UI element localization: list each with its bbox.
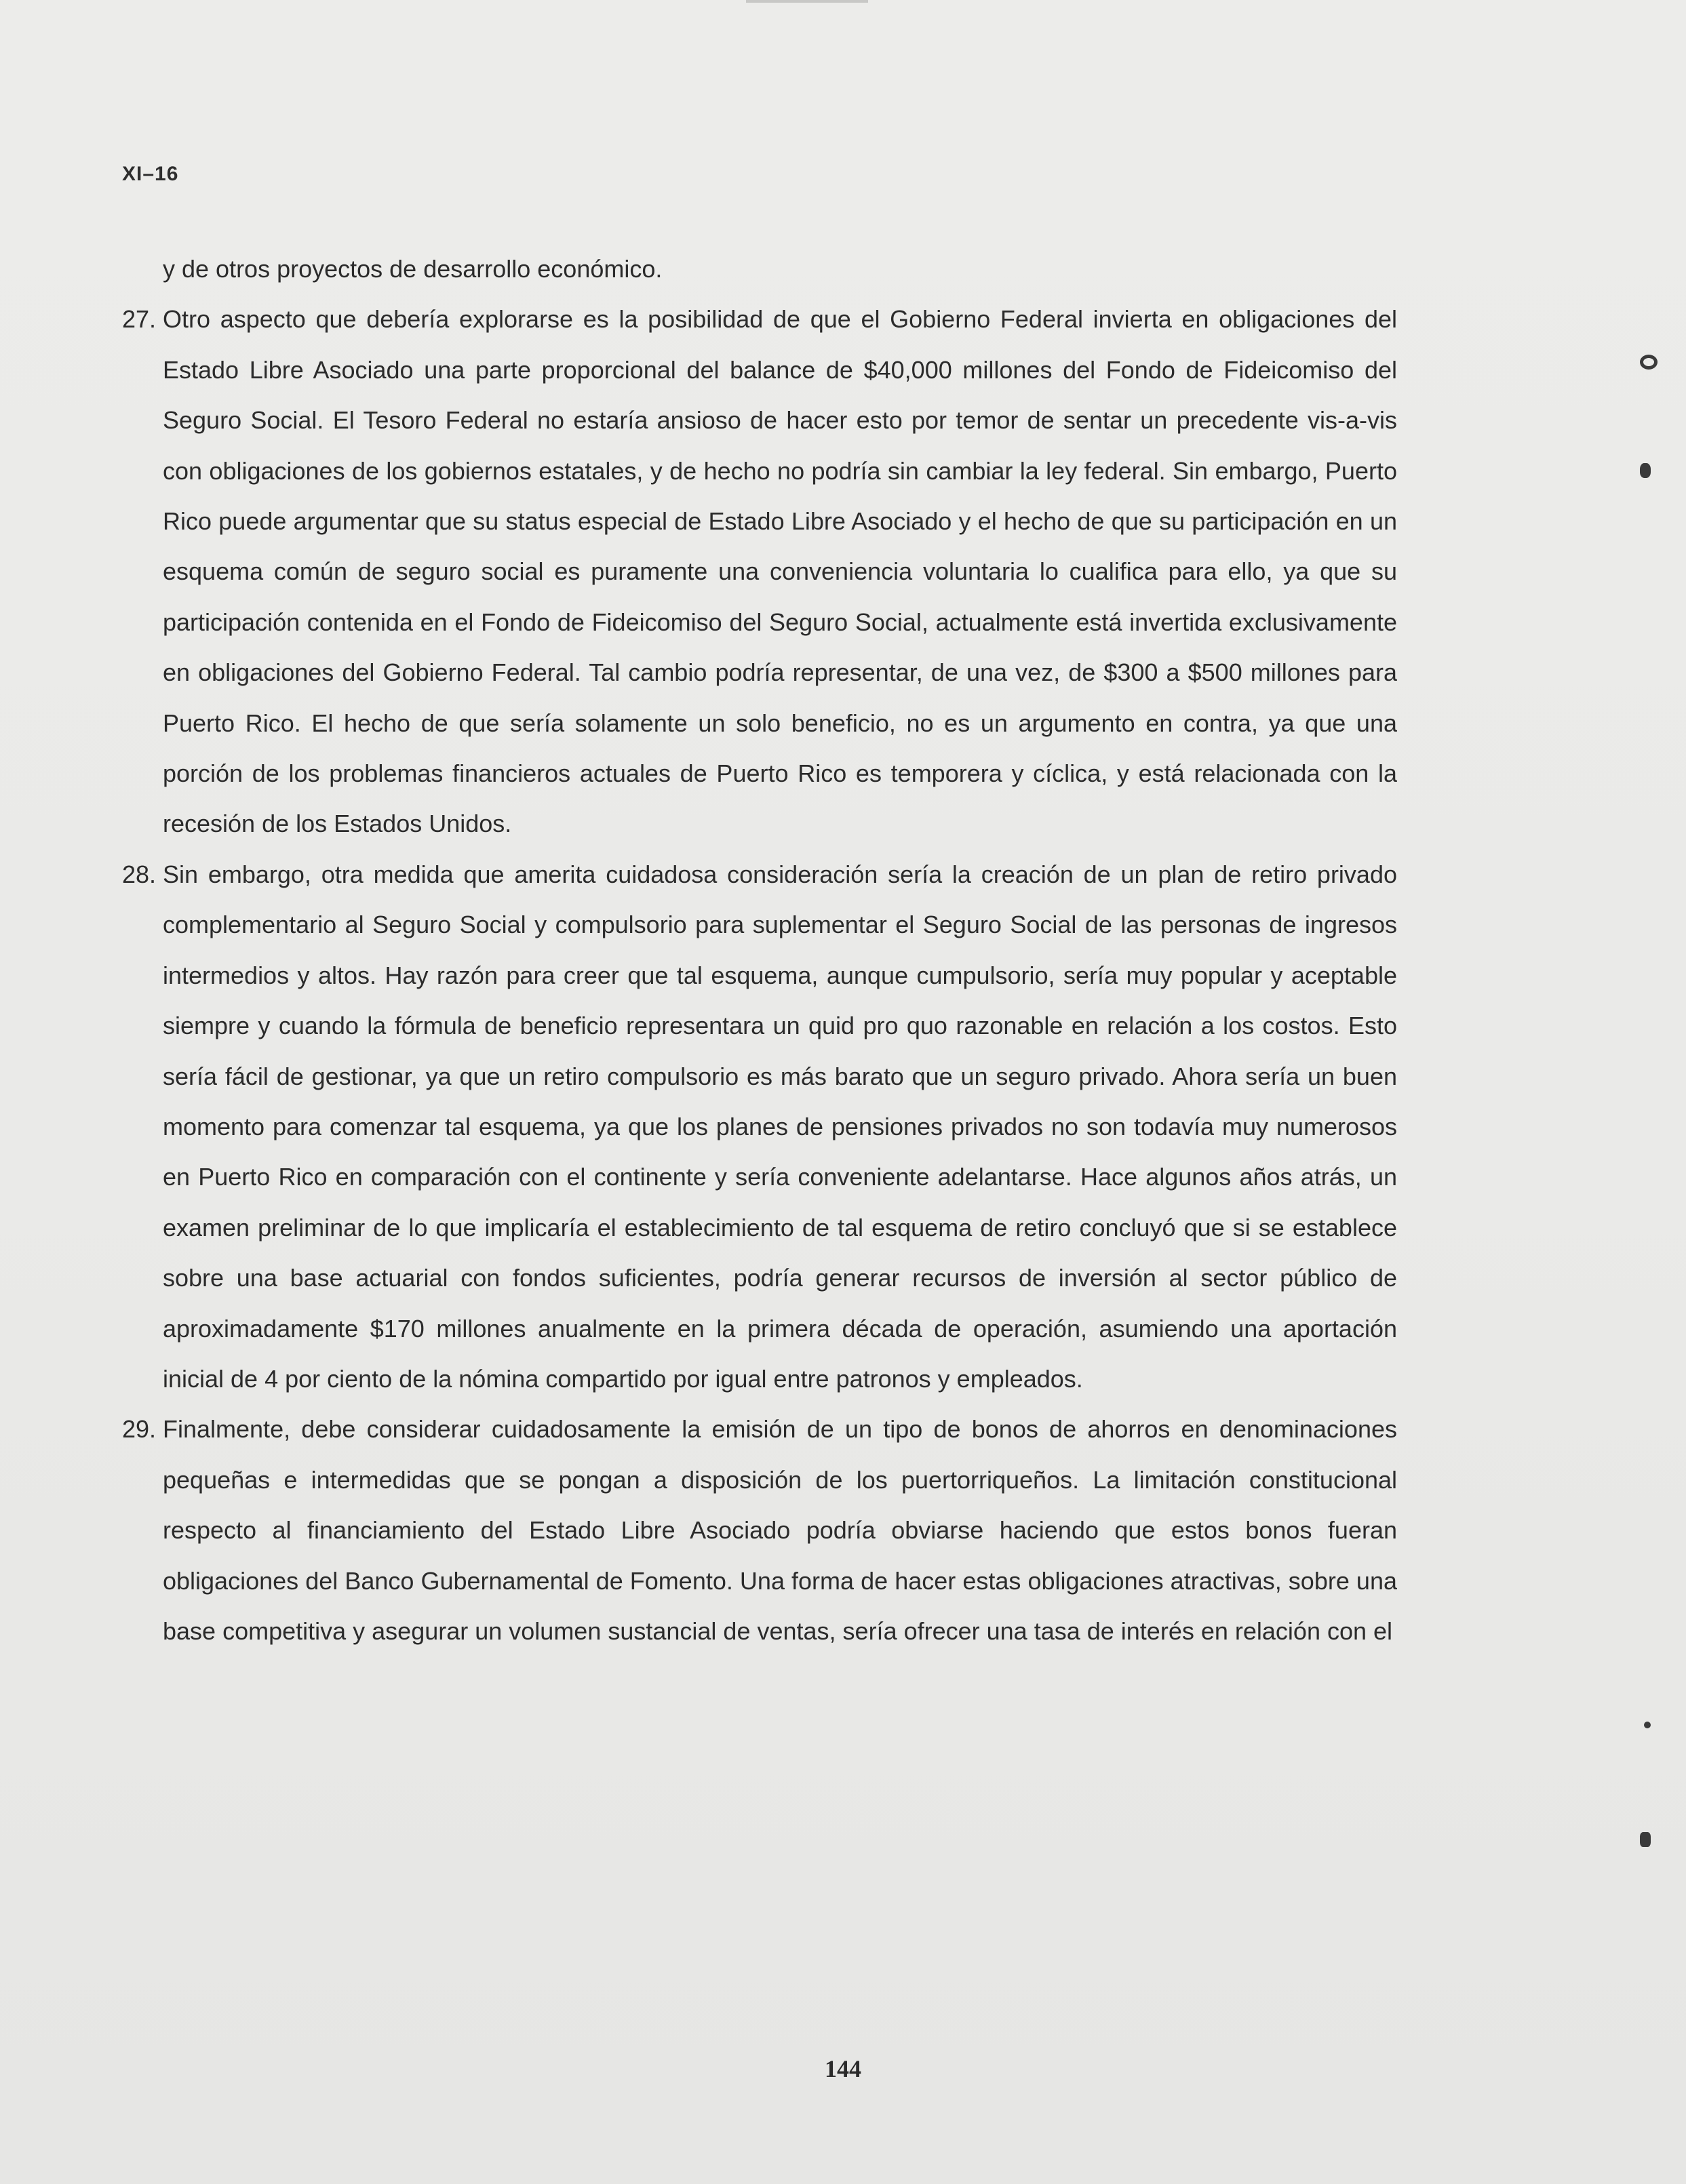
binding-hole-mark — [1640, 355, 1658, 370]
page-number: 144 — [825, 2055, 861, 2082]
scan-edge-mark — [746, 0, 868, 3]
paragraph-number: 28. — [122, 860, 157, 888]
intro-line: y de otros proyectos de desarrollo económico. — [163, 255, 663, 283]
paragraph-number: 29. — [122, 1415, 157, 1444]
paragraph-text: Finalmente, debe considerar cuidadosamente la emisión de un tipo de bonos de ahorros en denominaciones pequeñas e intermedidas que se pongan a disposición de los puertorriqueños. La limitación constitucional respecto al financiamiento del Estado Libre Asociado podría obviarse haciendo que estos bonos fueran obligaciones del Banco Gubernamental de Fomento. Una forma de hacer estas obligaciones atractivas, sobre una base competitiva y asegurar un volumen sustancial de ventas, sería ofrecer una tasa de interés en relación con el — [163, 1415, 1397, 1645]
body-text — [122, 244, 1397, 1656]
section-label: XI–16 — [122, 163, 179, 185]
binding-hole-mark — [1640, 463, 1651, 478]
binding-hole-mark — [1640, 1832, 1651, 1847]
paragraph-text: Sin embargo, otra medida que amerita cuidadosa consideración sería la creación de un plan de retiro privado complementario al Seguro Social y compulsorio para suplementar el Seguro Social de las personas de ingresos intermedios y altos. Hay razón para creer que tal esquema, aunque cumpulsorio, sería muy popular y aceptable siempre y cuando la fórmula de beneficio representara un quid pro quo razonable en relación a los costos. Esto sería fácil de gestionar, ya que un retiro compulsorio es más barato que un seguro privado. Ahora sería un buen momento para comenzar tal esquema, ya que los planes de pensiones privados no son todavía muy numerosos en Puerto Rico en comparación con el continente y sería conveniente adelantarse. Hace algunos años atrás, un examen preliminar de lo que implicaría el establecimiento de tal esquema de retiro concluyó que si se establece sobre una base actuarial con fondos suficientes, podría generar recursos de inversión al sector público de aproximadamente $170 millones anualmente en la primera década de operación, asumiendo una aportación inicial de 4 por ciento de la nómina compartido por igual entre patronos y empleados. — [163, 860, 1397, 1393]
binding-hole-mark — [1644, 1722, 1651, 1728]
paragraph-text: Otro aspecto que debería explorarse es la posibilidad de que el Gobierno Federal invierta en obligaciones del Estado Libre Asociado una parte proporcional del balance de $40,000 millones del Fondo de Fideicomiso del Seguro Social. El Tesoro Federal no estaría ansioso de hacer esto por temor de sentar un precedente vis-a-vis con obligaciones de los gobiernos estatales, y de hecho no podría sin cambiar la ley federal. Sin embargo, Puerto Rico puede argumentar que su status especial de Estado Libre Asociado y el hecho de que su participación en un esquema común de seguro social es puramente una conveniencia voluntaria lo cualifica para ello, ya que su participación contenida en el Fondo de Fideicomiso del Seguro Social, actualmente está invertida exclusivamente en obligaciones del Gobierno Federal. Tal cambio podría representar, de una vez, de $300 a $500 millones para Puerto Rico. El hecho de que sería solamente un solo beneficio, no es un argumento en contra, ya que una porción de los problemas financieros actuales de Puerto Rico es temporera y cíclica, y está relacionada con la recesión de los Estados Unidos. — [163, 305, 1397, 838]
paragraph-29 — [122, 1404, 1397, 1656]
paragraph-number: 27. — [122, 305, 157, 334]
paragraph-28 — [122, 850, 1397, 1404]
paragraph-27 — [122, 294, 1397, 849]
